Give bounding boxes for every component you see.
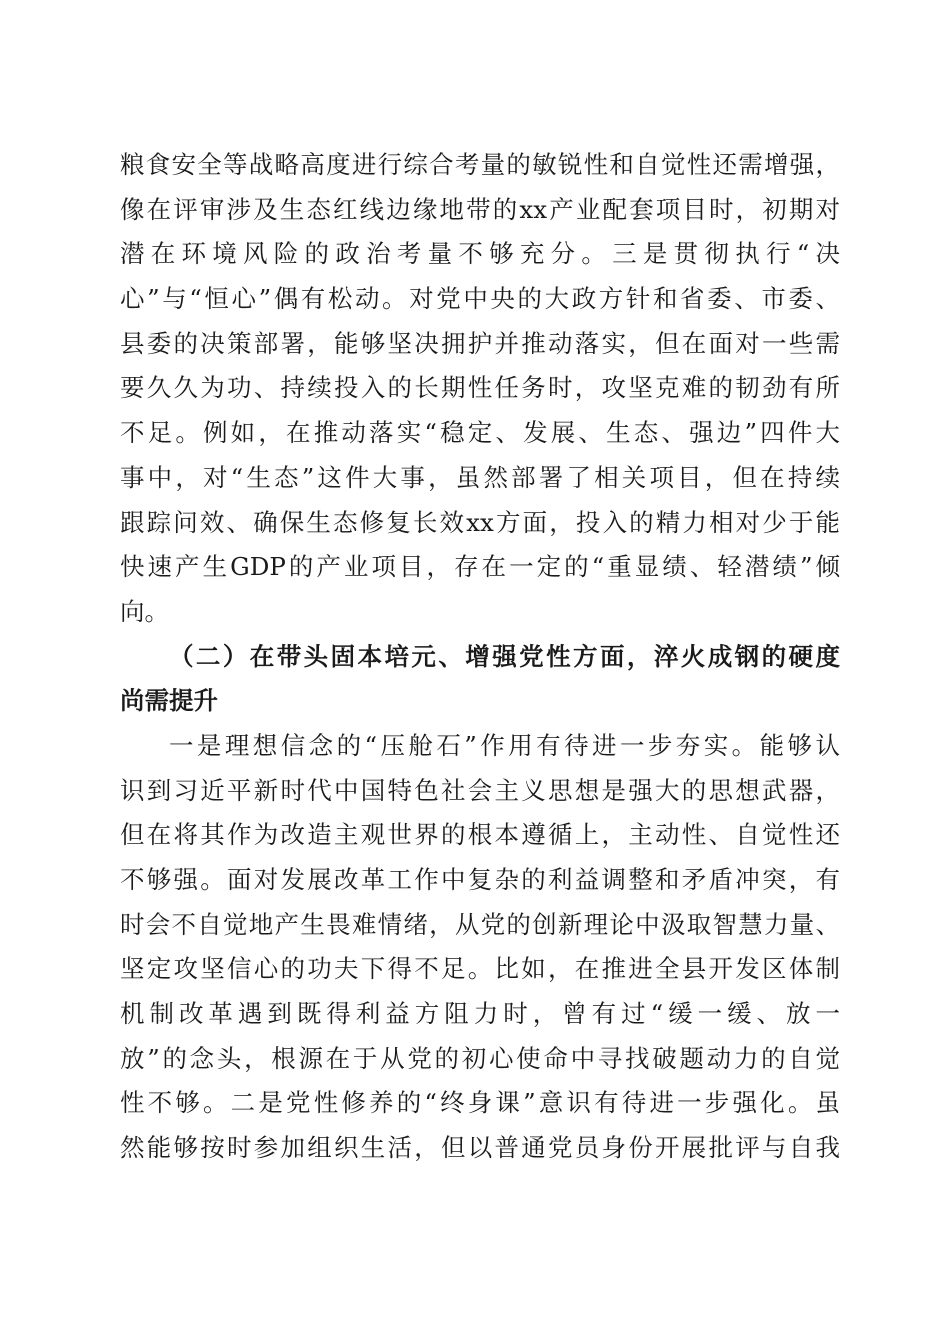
text-line: 性不够。二是党性修养的“终身课”意识有待进一步强化。虽 — [120, 1088, 840, 1118]
text-line: 县委的决策部署，能够坚决拥护并推动落实，但在面对一些需 — [120, 328, 840, 358]
paragraph — [120, 724, 840, 1171]
text-line: 向。 — [120, 596, 169, 626]
text-line: 心”与“恒心”偶有松动。对党中央的大政方针和省委、市委、 — [120, 284, 840, 314]
text-line: 然能够按时参加组织生活，但以普通党员身份开展批评与自我 — [120, 1133, 840, 1163]
section-heading — [120, 635, 840, 724]
text-line: 时会不自觉地产生畏难情绪，从党的创新理论中汲取智慧力量、 — [120, 909, 840, 939]
text-line: 要久久为功、持续投入的长期性任务时，攻坚克难的韧劲有所 — [120, 373, 840, 403]
text-line: 粮食安全等战略高度进行综合考量的敏锐性和自觉性还需增强， — [120, 150, 840, 179]
paragraph-continuation — [120, 143, 840, 635]
text-line: 坚定攻坚信心的功夫下得不足。比如，在推进全县开发区体制 — [120, 954, 840, 984]
text-line: 像在评审涉及生态红线边缘地带的xx产业配套项目时，初期对 — [120, 194, 840, 224]
heading-line: （二）在带头固本培元、增强党性方面，淬火成钢的硬度 — [169, 641, 840, 671]
text-line: 一是理想信念的“压舱石”作用有待进一步夯实。能够认 — [169, 730, 840, 760]
text-line: 识到习近平新时代中国特色社会主义思想是强大的思想武器， — [120, 775, 840, 805]
text-line: 跟踪问效、确保生态修复长效xx方面，投入的精力相对少于能 — [120, 507, 840, 537]
document-body — [120, 143, 840, 1171]
text-line: 潜在环境风险的政治考量不够充分。三是贯彻执行“决 — [120, 239, 840, 269]
text-line: 快速产生GDP的产业项目，存在一定的“重显绩、轻潜绩”倾 — [120, 552, 840, 582]
text-line: 事中，对“生态”这件大事，虽然部署了相关项目，但在持续 — [120, 462, 840, 492]
text-line: 不足。例如，在推动落实“稳定、发展、生态、强边”四件大 — [120, 418, 840, 448]
text-line: 但在将其作为改造主观世界的根本遵循上，主动性、自觉性还 — [120, 820, 840, 850]
text-line: 机制改革遇到既得利益方阻力时，曾有过“缓一缓、放一 — [120, 999, 840, 1029]
text-line: 放”的念头，根源在于从党的初心使命中寻找破题动力的自觉 — [120, 1043, 840, 1073]
heading-line: 尚需提升 — [120, 686, 218, 716]
text-line: 不够强。面对发展改革工作中复杂的利益调整和矛盾冲突，有 — [120, 865, 840, 894]
